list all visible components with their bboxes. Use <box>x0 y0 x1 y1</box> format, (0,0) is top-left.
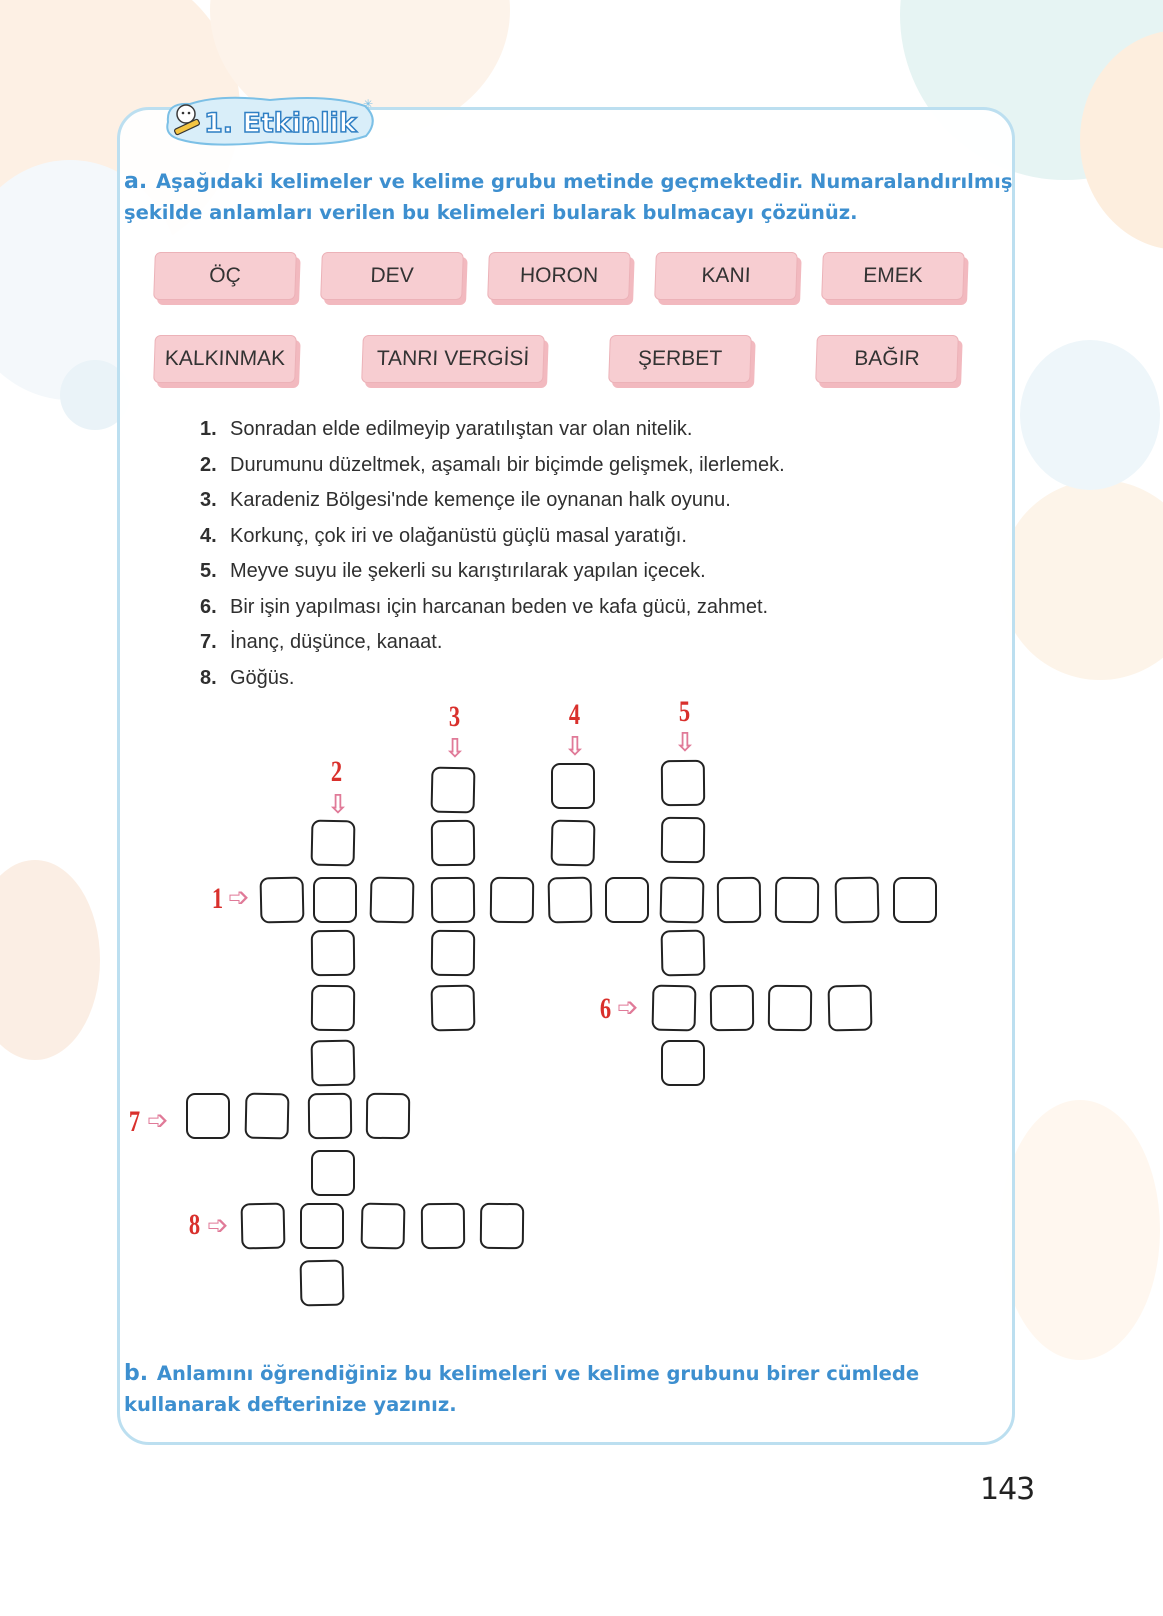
crossword-cell[interactable] <box>431 820 475 866</box>
clue-number-label: 6 <box>599 992 612 1025</box>
crossword-cell[interactable] <box>300 1203 344 1249</box>
crossword-cell[interactable] <box>661 1040 705 1086</box>
crossword-cell[interactable] <box>313 877 357 923</box>
crossword-cell[interactable] <box>480 1203 524 1249</box>
word-tag: ÖÇ <box>153 252 297 300</box>
word-tag: DEV <box>320 252 464 300</box>
crossword-cell[interactable] <box>775 877 819 923</box>
crossword-cell[interactable] <box>551 820 596 867</box>
clue-number-label: 4 <box>568 698 581 731</box>
arrow-right-icon: ➩ <box>228 883 250 913</box>
crossword-cell[interactable] <box>431 930 475 976</box>
arrow-right-icon: ➩ <box>207 1211 229 1241</box>
crossword-cell[interactable] <box>311 820 356 867</box>
clue-item: 6. Bir işin yapılması için harcanan beden ve kafa gücü, zahmet. <box>200 595 769 618</box>
crossword-cell[interactable] <box>893 877 937 923</box>
crossword-cell[interactable] <box>661 930 706 977</box>
word-tag: BAĞIR <box>815 335 959 383</box>
crossword-cell[interactable] <box>421 1203 465 1249</box>
arrow-right-icon: ➩ <box>147 1106 169 1136</box>
clue-number-label: 1 <box>211 882 224 915</box>
clue-item: 2. Durumunu düzeltmek, aşamalı bir biçimde gelişmek, ilerlemek. <box>200 453 785 476</box>
crossword-cell[interactable] <box>241 1203 286 1250</box>
crossword-cell[interactable] <box>311 930 355 976</box>
instruction-a-text: Aşağıdaki kelimeler ve kelime grubu metinde geçmektedir. Numaralandırılmış şekilde anlamları verilen bu kelimeleri bularak bulmacayı çözünüz. <box>124 170 1013 224</box>
section-a-letter: a. <box>124 169 148 194</box>
crossword-cell[interactable] <box>768 985 812 1031</box>
crossword-cell[interactable] <box>361 1203 406 1250</box>
crossword-cell[interactable] <box>661 760 705 806</box>
crossword-cell[interactable] <box>300 1260 345 1307</box>
crossword-cell[interactable] <box>311 1040 356 1087</box>
crossword-cell[interactable] <box>370 877 415 924</box>
crossword-cell[interactable] <box>835 877 880 924</box>
section-b-letter: b. <box>124 1361 149 1386</box>
clue-number-label: 2 <box>330 755 343 788</box>
star-icon: ✳ <box>363 97 374 111</box>
crossword-cell[interactable] <box>605 877 649 923</box>
crossword-cell[interactable] <box>245 1093 290 1140</box>
activity-label: 1. Etkinlik <box>204 108 357 139</box>
clue-item: 3. Karadeniz Bölgesi'nde kemençe ile oynanan halk oyunu. <box>200 489 731 511</box>
crossword-cell[interactable] <box>311 985 355 1031</box>
crossword-cell[interactable] <box>710 985 754 1031</box>
clue-number-label: 5 <box>678 695 691 728</box>
crossword-cell[interactable] <box>551 763 595 809</box>
word-tag: EMEK <box>821 252 965 300</box>
crossword-cell[interactable] <box>308 1093 352 1139</box>
arrow-down-icon: ⇩ <box>444 734 466 764</box>
instruction-b-text: Anlamını öğrendiğiniz bu kelimeleri ve kelime grubunu birer cümlede kullanarak defterinize yazınız. <box>124 1362 920 1416</box>
clue-item: 4. Korkunç, çok iri ve olağanüstü güçlü masal yaratığı. <box>200 524 687 547</box>
clue-number-label: 3 <box>448 700 461 733</box>
page-number: 143 <box>980 1472 1035 1507</box>
crossword-cell[interactable] <box>260 877 305 924</box>
crossword-cell[interactable] <box>652 985 697 1032</box>
clue-item: 1. Sonradan elde edilmeyip yaratılıştan var olan nitelik. <box>200 418 693 440</box>
crossword-cell[interactable] <box>661 817 705 863</box>
crossword-cell[interactable] <box>717 877 761 923</box>
crossword-cell[interactable] <box>431 985 476 1032</box>
arrow-down-icon: ⇩ <box>564 732 586 762</box>
crossword-cell[interactable] <box>548 877 593 924</box>
crossword-cell[interactable] <box>660 877 705 924</box>
clue-item: 7. İnanç, düşünce, kanaat. <box>200 631 443 653</box>
arrow-down-icon: ⇩ <box>674 728 696 758</box>
crossword-cell[interactable] <box>311 1150 355 1196</box>
crossword-cell[interactable] <box>431 767 476 814</box>
crossword-cell[interactable] <box>186 1093 230 1139</box>
crossword-cell[interactable] <box>490 877 534 923</box>
clue-item: 5. Meyve suyu ile şekerli su karıştırılarak yapılan içecek. <box>200 560 706 582</box>
crossword-cell[interactable] <box>366 1093 410 1139</box>
word-tag: TANRI VERGİSİ <box>361 335 545 383</box>
clue-number-label: 7 <box>128 1105 141 1138</box>
word-tag: KANI <box>654 252 798 300</box>
instruction-b <box>124 1358 1014 1420</box>
word-tag: KALKINMAK <box>153 335 297 383</box>
clue-number-label: 8 <box>188 1208 201 1241</box>
crossword-cell[interactable] <box>431 877 475 923</box>
crossword-cell[interactable] <box>828 985 873 1032</box>
arrow-down-icon: ⇩ <box>327 790 349 820</box>
arrow-right-icon: ➩ <box>617 993 639 1023</box>
clue-item: 8. Göğüs. <box>200 666 295 689</box>
word-tag: HORON <box>487 252 631 300</box>
word-tag: ŞERBET <box>608 335 752 383</box>
